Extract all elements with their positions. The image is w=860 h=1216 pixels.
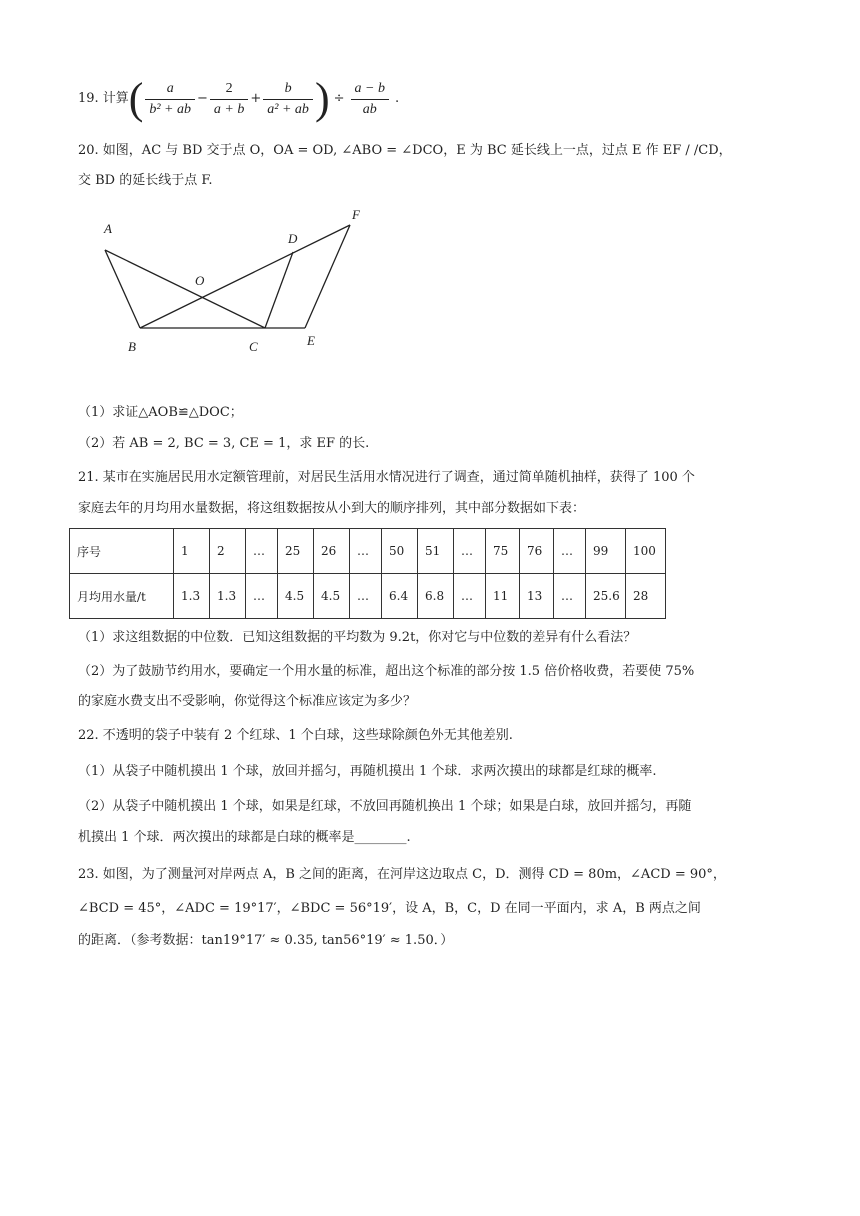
frac3-den: a² + ab: [267, 101, 309, 117]
segment-ef: [305, 225, 350, 328]
row2-cell: 6.4: [382, 574, 418, 619]
label-b: B: [128, 339, 136, 354]
label-o: O: [195, 273, 205, 288]
row2-header: 月均用水量/t: [70, 574, 174, 619]
label-e: E: [307, 333, 315, 348]
frac4-den: ab: [362, 101, 377, 117]
left-paren: (: [128, 74, 144, 123]
row1-cell: 2: [210, 529, 246, 574]
table-row: [70, 574, 666, 619]
row2-cell: 28: [626, 574, 666, 619]
row1-cell: …: [454, 529, 486, 574]
label-d: D: [288, 231, 298, 246]
segment-ac: [105, 250, 265, 328]
q19-end: .: [394, 91, 400, 106]
row1-cell: 1: [174, 529, 210, 574]
label-c: C: [249, 339, 258, 354]
q21-part2-line1: （2）为了鼓励节约用水，要确定一个用水量的标准，超出这个标准的部分按 1.5 倍价格收费，若要使 75%: [78, 664, 695, 679]
q19-frac4: [351, 80, 389, 119]
frac4-num: a − b: [351, 80, 389, 100]
q20-part2: （2）若 AB = 2, BC = 3, CE = 1，求 EF 的长.: [78, 436, 370, 451]
frac1-den: b² + ab: [149, 101, 192, 117]
row1-cell: …: [350, 529, 382, 574]
segment-bf: [140, 225, 350, 328]
q21-line1: 21. 某市在实施居民用水定额管理前，对居民生活用水情况进行了调查，通过简单随机抽样，获得了 100 个: [78, 470, 695, 485]
q19-label: 计算: [102, 91, 129, 106]
row2-cell: 6.8: [418, 574, 454, 619]
q19-frac2: [210, 80, 248, 119]
q19-expression: [78, 74, 399, 124]
row2-cell: 25.6: [586, 574, 626, 619]
segment-cd: [265, 252, 293, 328]
water-usage-table: [69, 528, 666, 619]
row1-cell: …: [246, 529, 278, 574]
q19-minus: −: [197, 91, 208, 106]
q21-part1: （1）求这组数据的中位数．已知这组数据的平均数为 9.2t，你对它与中位数的差异有什么看法？: [78, 630, 637, 645]
label-f: F: [352, 207, 360, 222]
segment-ab: [105, 250, 140, 328]
row2-cell: …: [246, 574, 278, 619]
q19-number: 19.: [78, 91, 99, 106]
row2-cell: 4.5: [278, 574, 314, 619]
frac2-num: 2: [210, 80, 248, 100]
q22-part2-line2: 机摸出 1 个球．两次摸出的球都是白球的概率是________.: [78, 830, 411, 845]
q20-line2: 交 BD 的延长线于点 F.: [78, 173, 213, 188]
row1-cell: 100: [626, 529, 666, 574]
row2-cell: …: [554, 574, 586, 619]
q19-frac3: [263, 80, 313, 119]
row1-cell: 51: [418, 529, 454, 574]
row2-cell: 11: [486, 574, 520, 619]
q19-divide: ÷: [333, 91, 345, 106]
frac3-num: b: [263, 80, 313, 100]
q22-part2-line1: （2）从袋子中随机摸出 1 个球，如果是红球，不放回再随机换出 1 个球；如果是白球，放回并摇匀，再随: [78, 799, 692, 814]
right-paren: ): [314, 74, 330, 123]
row2-cell: 13: [520, 574, 554, 619]
row1-cell: 50: [382, 529, 418, 574]
q19-plus: +: [250, 91, 262, 106]
row1-header: 序号: [70, 529, 174, 574]
row2-cell: 4.5: [314, 574, 350, 619]
q23-line2: ∠BCD = 45°，∠ADC = 19°17′，∠BDC = 56°19′，设 A，B，C，D 在同一平面内，求 A，B 两点之间: [78, 901, 701, 916]
q19-frac1: [145, 80, 195, 119]
row1-cell: 26: [314, 529, 350, 574]
q20-line1: 20. 如图，AC 与 BD 交于点 O，OA = OD, ∠ABO = ∠DCO，E 为 BC 延长线上一点，过点 E 作 EF / /CD，: [78, 143, 732, 158]
row1-cell: 76: [520, 529, 554, 574]
q21-part2-line2: 的家庭水费支出不受影响，你觉得这个标准应该定为多少？: [78, 694, 417, 709]
frac2-den: a + b: [213, 101, 245, 117]
label-a: A: [104, 221, 112, 236]
q22-part1: （1）从袋子中随机摸出 1 个球，放回并摇匀，再随机摸出 1 个球．求两次摸出的球都是红球的概率.: [78, 764, 657, 779]
q22-line1: 22. 不透明的袋子中装有 2 个红球、1 个白球，这些球除颜色外无其他差别.: [78, 728, 513, 743]
q21-line2: 家庭去年的月均用水量数据，将这组数据按从小到大的顺序排列，其中部分数据如下表：: [78, 501, 586, 516]
q20-figure: [95, 205, 375, 365]
table-row: [70, 529, 666, 574]
row1-cell: 99: [586, 529, 626, 574]
q20-part1: （1）求证△AOB≌△DOC；: [78, 405, 243, 420]
q23-line1: 23. 如图，为了测量河对岸两点 A，B 之间的距离，在河岸这边取点 C，D．测得 CD = 80m，∠ACD = 90°，: [78, 867, 726, 882]
row2-cell: …: [454, 574, 486, 619]
q23-line3: 的距离．（参考数据：tan19°17′ ≈ 0.35, tan56°19′ ≈ 1.50．）: [78, 933, 454, 948]
row1-cell: …: [554, 529, 586, 574]
row2-cell: …: [350, 574, 382, 619]
row1-cell: 25: [278, 529, 314, 574]
row2-cell: 1.3: [174, 574, 210, 619]
row1-cell: 75: [486, 529, 520, 574]
row2-cell: 1.3: [210, 574, 246, 619]
frac1-num: a: [145, 80, 195, 100]
